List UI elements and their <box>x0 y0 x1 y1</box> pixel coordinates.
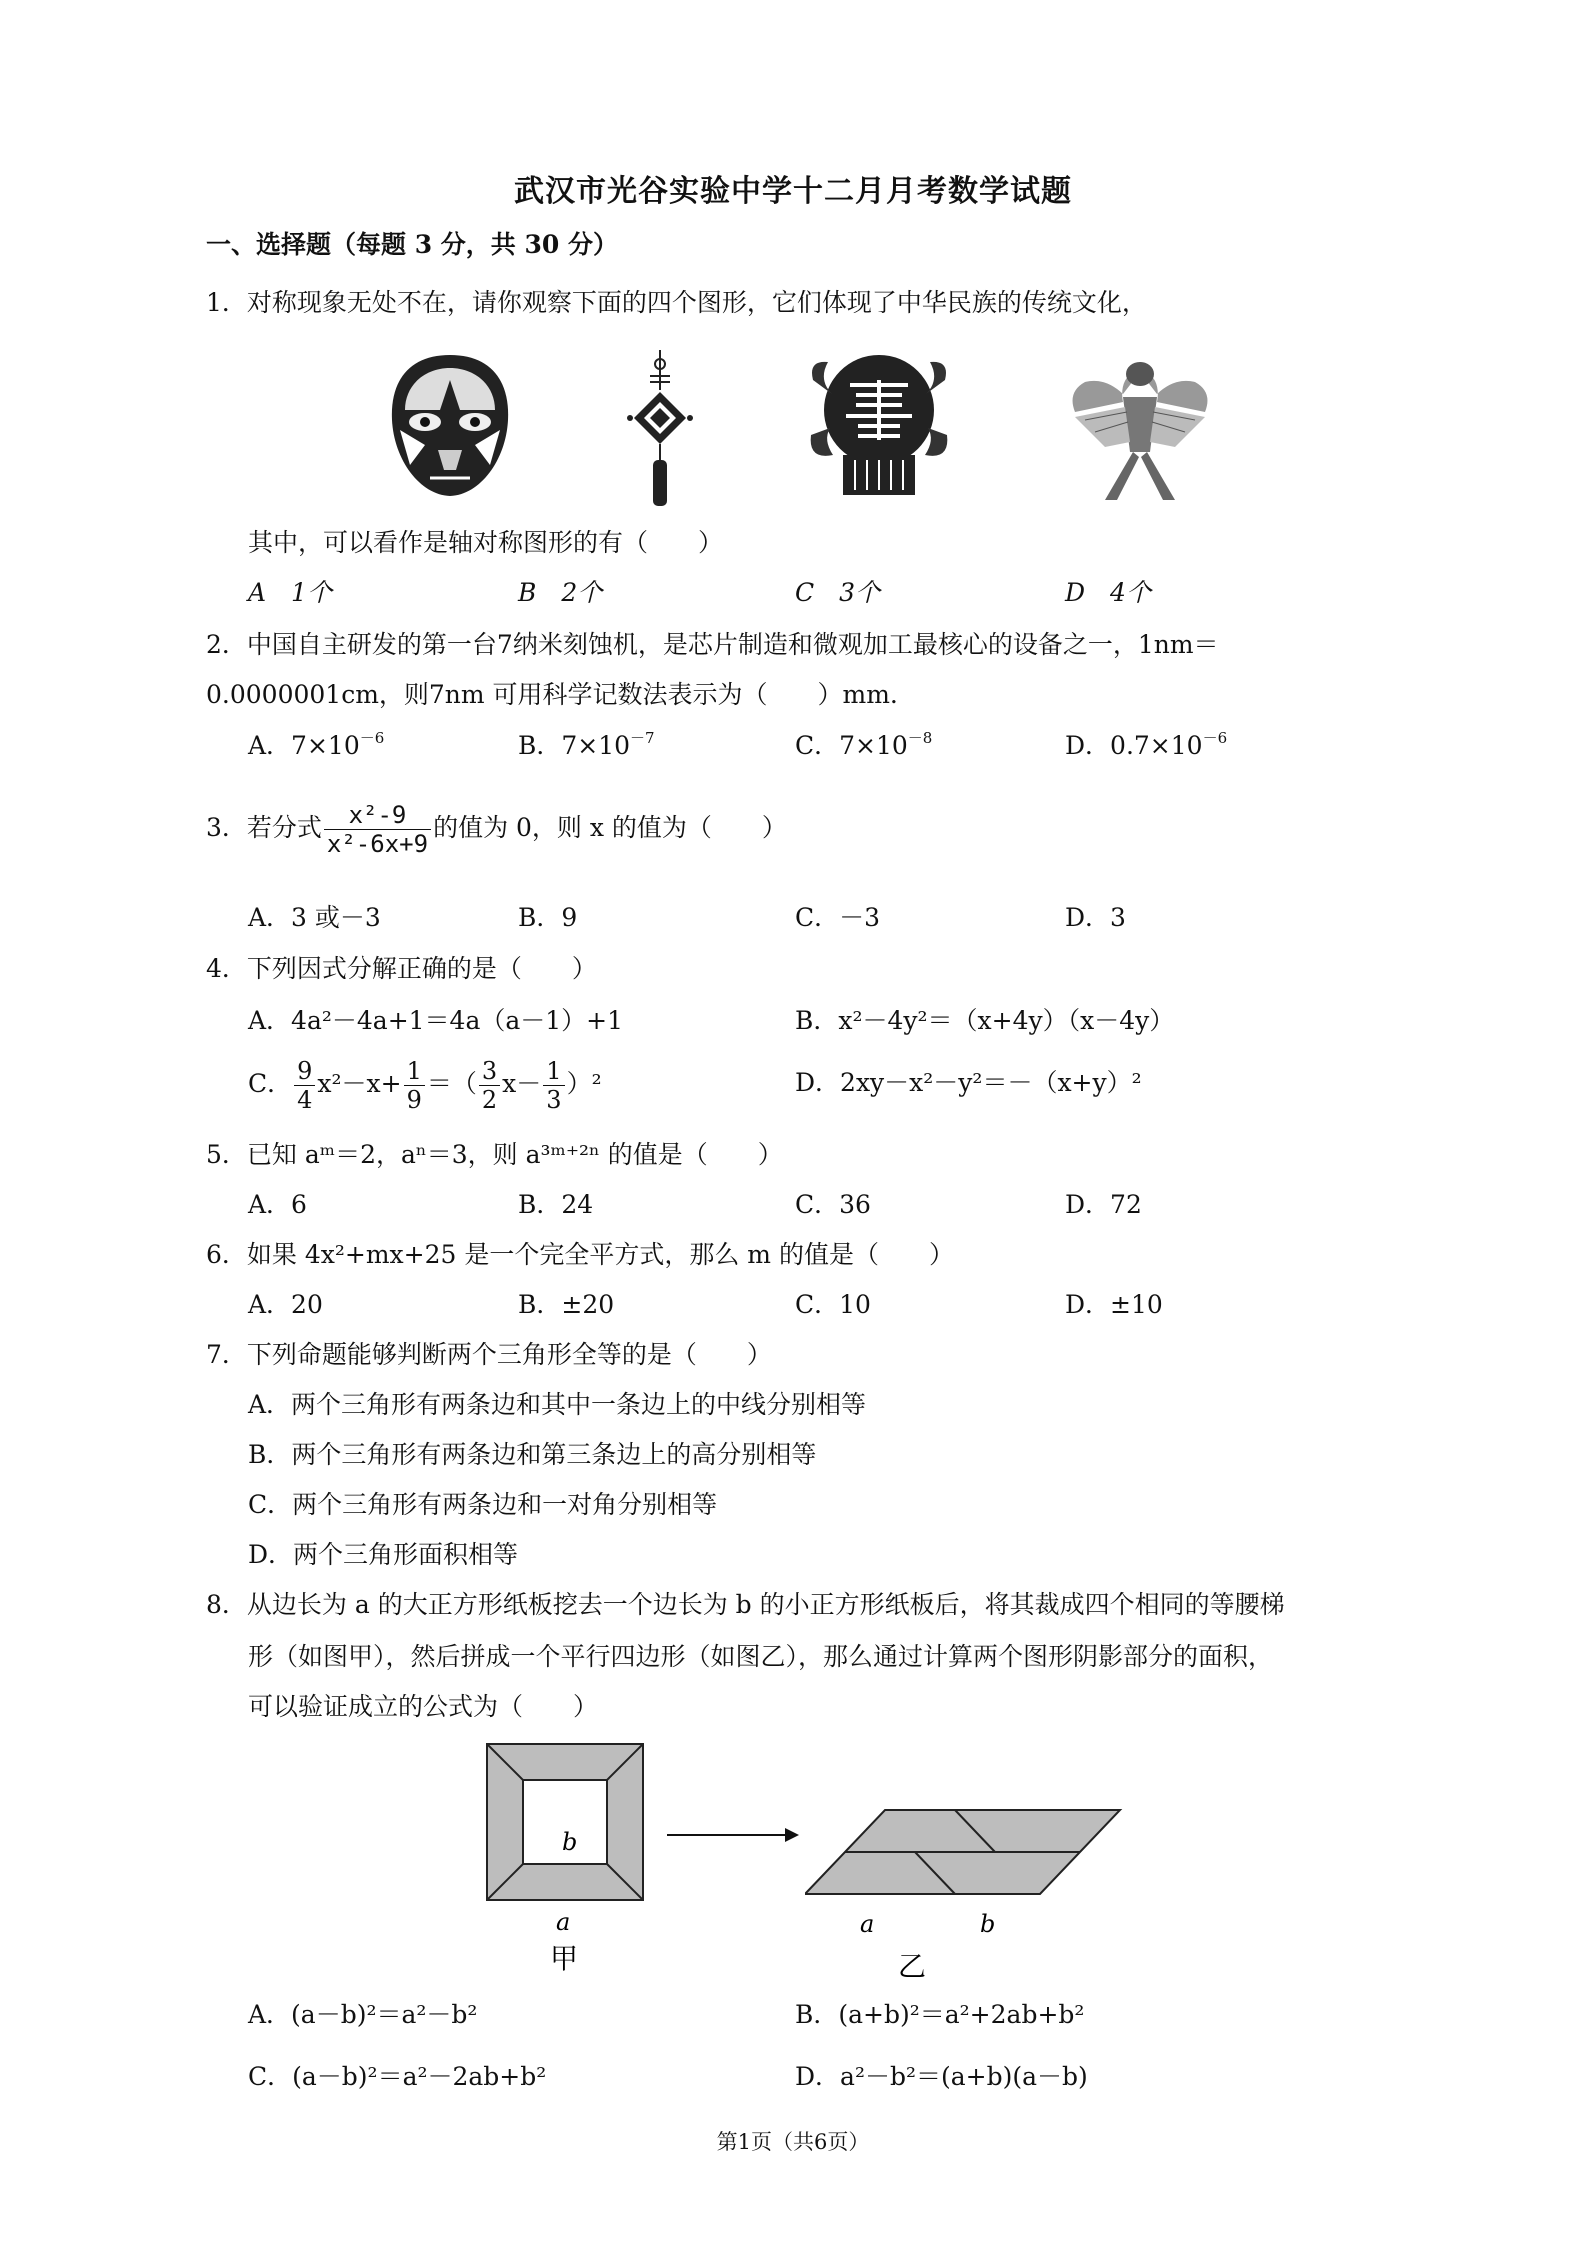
q4-c-frac2-num: 1 <box>404 1057 425 1086</box>
question-2-line2: 0.0000001cm，则7nm 可用科学记数法表示为（ ）mm． <box>206 680 915 709</box>
q4-option-d: D．2xy－x²－y²＝－（x+y）² <box>795 1068 1142 1097</box>
q7-option-c: C．两个三角形有两条边和一对角分别相等 <box>248 1490 718 1519</box>
fig-jia-caption: 甲 <box>550 1942 579 1975</box>
q4-c-frac4-num: 1 <box>543 1057 564 1086</box>
question-7-stem: 7．下列命题能够判断两个三角形全等的是（ ） <box>206 1340 772 1369</box>
q2-option-b-base: B．7×10 <box>518 731 631 760</box>
q2-option-b-exp: －7 <box>630 729 655 747</box>
q2-option-d-base: D．0.7×10 <box>1065 731 1203 760</box>
q4-c-frac3-num: 3 <box>479 1057 500 1086</box>
q4-option-b: B．x²－4y²＝（x+4y）（x－4y） <box>795 1006 1175 1035</box>
q4-c-prefix: C． <box>248 1069 293 1098</box>
q2-option-c <box>795 731 932 761</box>
fig-jia-b-label: b <box>562 1828 578 1856</box>
question-3-stem <box>206 795 787 861</box>
q4-c-frac2 <box>404 1057 425 1114</box>
page-title: 武汉市光谷实验中学十二月月考数学试题 <box>514 174 1072 209</box>
q3-numerator: x²-9 <box>324 801 431 830</box>
q4-c-frac4 <box>543 1057 564 1114</box>
q4-c-frac1-den: 4 <box>297 1086 313 1114</box>
q1-option-a: A 1个 <box>248 578 332 607</box>
q4-option-a: A．4a²－4a+1＝4a（a－1）+1 <box>248 1006 624 1035</box>
opera-mask-image <box>380 350 520 500</box>
q4-c-frac2-den: 9 <box>406 1086 422 1114</box>
question-8-line3: 可以验证成立的公式为（ ） <box>248 1692 599 1721</box>
q8-option-d: D．a²－b²＝(a+b)(a－b) <box>795 2062 1088 2091</box>
q8-option-a: A．(a－b)²＝a²－b² <box>248 2000 478 2029</box>
q2-option-a-base: A．7×10 <box>248 731 360 760</box>
q4-c-eq: ＝（ <box>426 1069 477 1098</box>
section-heading: 一、选择题（每题 3 分，共 30 分） <box>206 230 619 259</box>
question-2-line1: 2．中国自主研发的第一台7纳米刻蚀机，是芯片制造和微观加工最核心的设备之一，1nm＝ <box>206 630 1219 659</box>
chinese-knot-image <box>620 350 700 508</box>
q2-option-a <box>248 731 384 761</box>
question-6-stem: 6．如果 4x²+mx+25 是一个完全平方式，那么 m 的值是（ ） <box>206 1240 954 1269</box>
fig-yi-caption: 乙 <box>898 1950 927 1980</box>
q8-option-c: C．(a－b)²＝a²－2ab+b² <box>248 2062 547 2091</box>
question-8-line1: 8．从边长为 a 的大正方形纸板挖去一个边长为 b 的小正方形纸板后，将其裁成四个相同的等腰梯 <box>206 1590 1285 1619</box>
question-8-line2: 形（如图甲），然后拼成一个平行四边形（如图乙），那么通过计算两个图形阴影部分的面积， <box>248 1642 1274 1671</box>
q3-option-d: D．3 <box>1065 903 1126 932</box>
q5-option-d: D．72 <box>1065 1190 1142 1219</box>
q2-option-c-exp: －8 <box>907 729 933 747</box>
q4-c-end: ）² <box>566 1069 602 1098</box>
q2-option-d-exp: －6 <box>1202 729 1228 747</box>
question-1-sub: 其中，可以看作是轴对称图形的有（ ） <box>248 528 724 557</box>
q5-option-c: C．36 <box>795 1190 871 1219</box>
question-1-stem: 1．对称现象无处不在，请你观察下面的四个图形，它们体现了中华民族的传统文化， <box>206 288 1147 317</box>
swallow-kite-image <box>1065 352 1215 502</box>
q6-option-a: A．20 <box>248 1290 323 1319</box>
q6-option-c: C．10 <box>795 1290 871 1319</box>
q4-c-frac3-den: 2 <box>481 1086 498 1114</box>
q3-suffix: 的值为 0，则 x 的值为（ ） <box>433 813 787 842</box>
fig-yi-b-label: b <box>980 1910 996 1938</box>
fig-jia-a-label: a <box>556 1908 571 1936</box>
q2-option-b <box>518 731 655 761</box>
q4-option-c <box>248 1052 602 1116</box>
q3-denominator: x²-6x+9 <box>326 830 429 858</box>
figure-jia-square-diagram <box>470 1740 660 1980</box>
arrow-icon <box>665 1820 805 1850</box>
q2-option-a-exp: －6 <box>359 729 385 747</box>
q7-option-a: A．两个三角形有两条边和其中一条边上的中线分别相等 <box>248 1390 867 1419</box>
q7-option-d: D．两个三角形面积相等 <box>248 1540 519 1569</box>
q4-c-frac3 <box>479 1057 500 1114</box>
q6-option-b: B．±20 <box>518 1290 615 1319</box>
q1-option-d: D 4个 <box>1065 578 1151 607</box>
q7-option-b: B．两个三角形有两条边和第三条边上的高分别相等 <box>248 1440 817 1469</box>
page-footer: 第1页（共6页） <box>716 2130 870 2154</box>
q5-option-b: B．24 <box>518 1190 594 1219</box>
q5-option-a: A．6 <box>248 1190 307 1219</box>
q2-option-d <box>1065 731 1227 761</box>
q3-fraction <box>324 801 431 858</box>
q4-c-frac4-den: 3 <box>546 1086 562 1114</box>
question-5-stem: 5．已知 aᵐ＝2，aⁿ＝3，则 a³ᵐ⁺²ⁿ 的值是（ ） <box>206 1140 783 1169</box>
q1-option-b: B 2个 <box>518 578 603 607</box>
q3-option-a: A．3 或－3 <box>248 903 381 932</box>
q4-c-frac1 <box>294 1057 315 1114</box>
q6-option-d: D．±10 <box>1065 1290 1163 1319</box>
q3-option-b: B．9 <box>518 903 578 932</box>
q2-option-c-base: C．7×10 <box>795 731 908 760</box>
question-4-stem: 4．下列因式分解正确的是（ ） <box>206 954 597 983</box>
q3-prefix: 3．若分式 <box>206 813 322 842</box>
q3-option-c: C．－3 <box>795 903 881 932</box>
q4-c-mid: x²－x+ <box>317 1069 402 1098</box>
q4-c-frac1-num: 9 <box>294 1057 315 1086</box>
double-happiness-emblem-image <box>808 350 950 500</box>
q4-c-x: x－ <box>502 1069 542 1098</box>
q1-option-c: C 3个 <box>795 578 881 607</box>
figure-yi-parallelogram-diagram <box>805 1800 1125 1980</box>
fig-yi-a-label: a <box>860 1910 875 1938</box>
q8-option-b: B．(a+b)²＝a²+2ab+b² <box>795 2000 1085 2029</box>
